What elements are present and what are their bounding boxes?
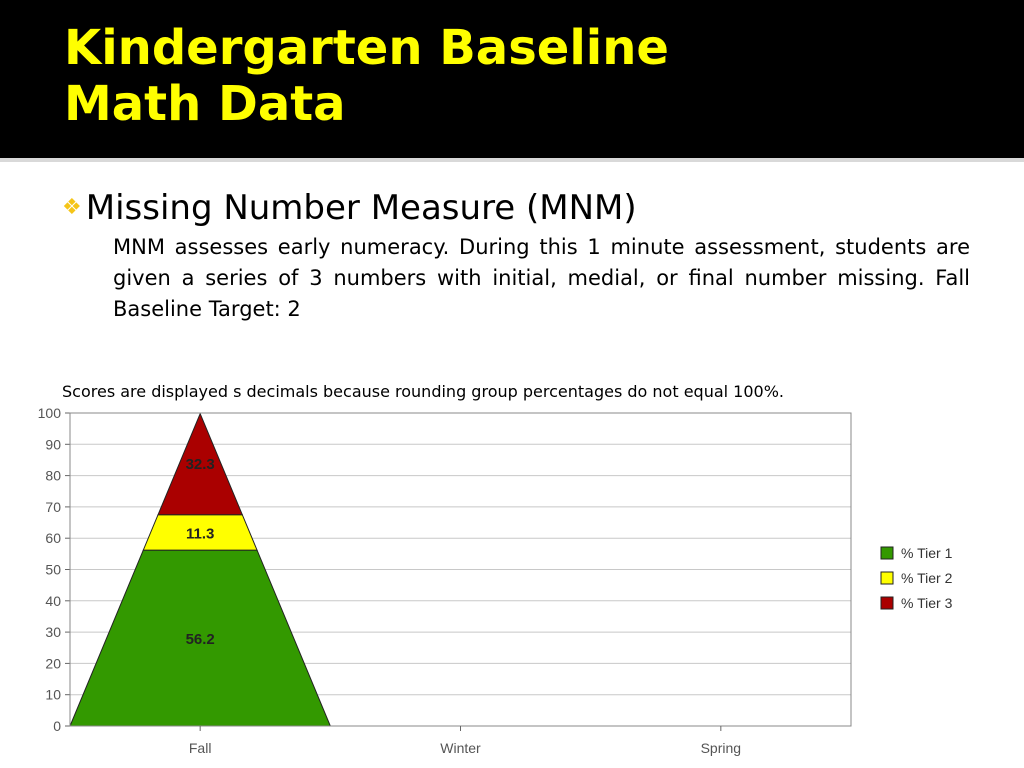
- legend-label: % Tier 2: [901, 570, 953, 586]
- y-tick-label: 0: [53, 718, 61, 734]
- x-tick-label: Winter: [440, 740, 481, 756]
- legend-label: % Tier 3: [901, 595, 953, 611]
- diamond-bullet-icon: ❖: [62, 195, 82, 220]
- y-tick-label: 20: [45, 655, 61, 672]
- data-label: 32.3: [185, 456, 215, 474]
- y-tick-label: 70: [45, 498, 61, 515]
- legend-label: % Tier 1: [901, 545, 953, 561]
- y-tick-label: 100: [37, 405, 61, 421]
- legend-swatch: [881, 572, 893, 584]
- title-line-1: Kindergarten Baseline: [64, 20, 669, 76]
- legend-swatch: [881, 547, 893, 559]
- y-tick-label: 30: [45, 624, 61, 641]
- y-tick-label: 60: [45, 530, 61, 547]
- data-label: 56.2: [185, 631, 215, 649]
- legend-swatch: [881, 597, 893, 609]
- y-tick-label: 90: [45, 436, 61, 453]
- y-tick-label: 50: [45, 561, 61, 578]
- data-label: 11.3: [185, 525, 215, 543]
- description-paragraph: MNM assesses early numeracy. During this 1 minute assessment, students are given a series of 3 numbers with initial, medial, or final number missing. Fall Baseline Target: 2: [113, 235, 970, 321]
- rounding-note: Scores are displayed s decimals because rounding group percentages do not equal 100%.: [62, 382, 784, 401]
- y-tick-label: 80: [45, 467, 61, 484]
- title-line-2: Math Data: [64, 76, 346, 132]
- y-tick-label: 10: [45, 686, 61, 703]
- x-tick-label: Fall: [188, 740, 212, 756]
- x-tick-label: Spring: [700, 740, 742, 756]
- y-tick-label: 40: [45, 592, 61, 609]
- bullet-heading: Missing Number Measure (MNM): [85, 188, 637, 228]
